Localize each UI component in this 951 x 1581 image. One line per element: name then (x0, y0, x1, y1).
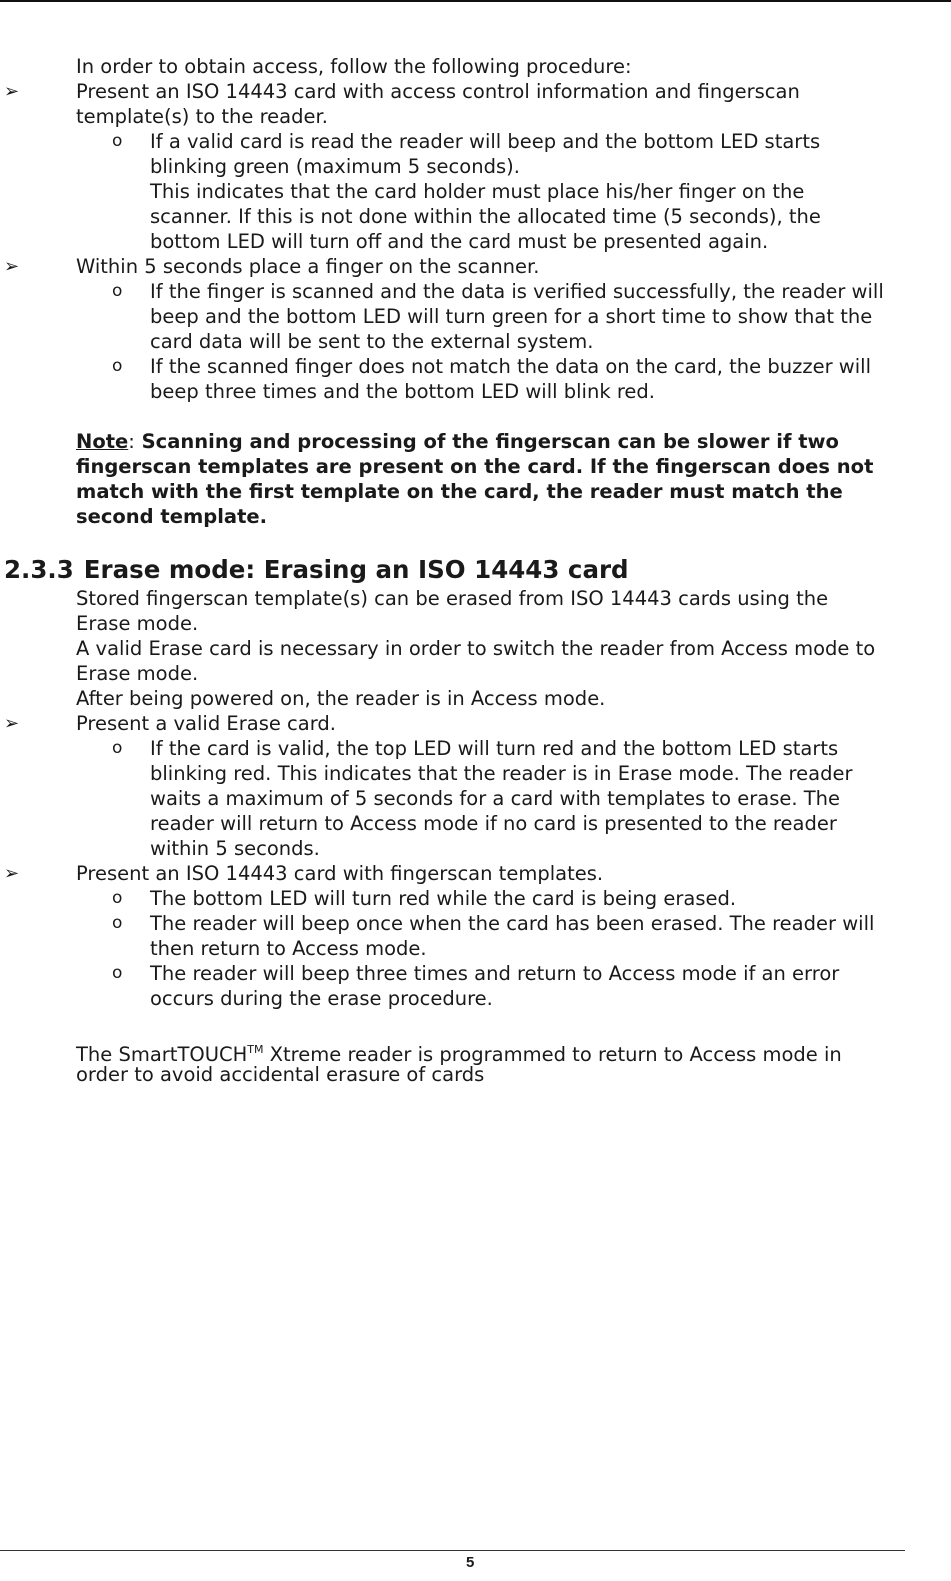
access-step-1-line-2: template(s) to the reader. (76, 105, 328, 128)
erase-intro-line: Erase mode. (76, 612, 199, 635)
erase-sub1-line: If the card is valid, the top LED will turn red and the bottom LED starts (150, 737, 839, 760)
access-sub1-line: blinking green (maximum 5 seconds). (150, 155, 520, 178)
circle-bullet-icon: o (112, 738, 123, 758)
arrow-bullet-icon: ➢ (4, 863, 20, 884)
arrow-bullet-icon: ➢ (4, 256, 20, 277)
access-step-2: Within 5 seconds place a finger on the scanner. (76, 255, 540, 278)
access-sub2a-line: If the finger is scanned and the data is verified successfully, the reader will (150, 280, 884, 303)
note-line-1 (76, 429, 839, 454)
top-rule (0, 0, 951, 2)
erase-sub2c-line: occurs during the erase procedure. (150, 987, 493, 1010)
access-sub1-line: scanner. If this is not done within the allocated time (5 seconds), the (150, 205, 821, 228)
section-title: Erase mode: Erasing an ISO 14443 card (83, 555, 629, 584)
access-sub2a-line: card data will be sent to the external system. (150, 330, 594, 353)
note-text: Scanning and processing of the fingerscan can be slower if two (141, 430, 839, 453)
access-step-1-line-1: Present an ISO 14443 card with access control information and fingerscan (76, 80, 800, 103)
circle-bullet-icon: o (112, 131, 123, 151)
access-sub2b-line: beep three times and the bottom LED will blink red. (150, 380, 655, 403)
erase-intro-line: After being powered on, the reader is in Access mode. (76, 687, 606, 710)
page-number: 5 (466, 1554, 475, 1571)
note-line: fingerscan templates are present on the card. If the fingerscan does not (76, 455, 874, 478)
circle-bullet-icon: o (112, 913, 123, 933)
note-label: Note (76, 430, 129, 453)
access-sub1-line: bottom LED will turn off and the card must be presented again. (150, 230, 769, 253)
erase-intro-line: Erase mode. (76, 662, 199, 685)
section-number: 2.3.3 (4, 555, 74, 584)
access-sub1-line: If a valid card is read the reader will beep and the bottom LED starts (150, 130, 821, 153)
intro-text: In order to obtain access, follow the following procedure: (76, 55, 632, 78)
erase-sub1-line: reader will return to Access mode if no card is presented to the reader (150, 812, 837, 835)
erase-sub1-line: blinking red. This indicates that the reader is in Erase mode. The reader (150, 762, 853, 785)
erase-intro-line: A valid Erase card is necessary in order to switch the reader from Access mode to (76, 637, 876, 660)
circle-bullet-icon: o (112, 356, 123, 376)
closing-post: Xtreme reader is programmed to return to Access mode in (263, 1043, 842, 1066)
erase-intro-line: Stored fingerscan template(s) can be erased from ISO 14443 cards using the (76, 587, 829, 610)
closing-pre: The SmartTOUCH (76, 1043, 248, 1066)
access-sub1-line: This indicates that the card holder must place his/her finger on the (150, 180, 805, 203)
circle-bullet-icon: o (112, 888, 123, 908)
arrow-bullet-icon: ➢ (4, 81, 20, 102)
note-line: match with the first template on the card, the reader must match the (76, 480, 843, 503)
erase-step-1: Present a valid Erase card. (76, 712, 336, 735)
trademark-superscript: TM (247, 1043, 264, 1056)
section-heading (4, 555, 629, 585)
closing-line-1 (76, 1037, 842, 1066)
erase-sub2c-line: The reader will beep three times and return to Access mode if an error (150, 962, 840, 985)
footer-rule (0, 1550, 905, 1551)
circle-bullet-icon: o (112, 963, 123, 983)
access-sub2b-line: If the scanned finger does not match the data on the card, the buzzer will (150, 355, 871, 378)
erase-sub1-line: within 5 seconds. (150, 837, 320, 860)
note-line: second template. (76, 505, 268, 528)
circle-bullet-icon: o (112, 281, 123, 301)
arrow-bullet-icon: ➢ (4, 713, 20, 734)
access-sub2a-line: beep and the bottom LED will turn green for a short time to show that the (150, 305, 873, 328)
erase-sub2b-line: The reader will beep once when the card has been erased. The reader will (150, 912, 875, 935)
erase-step-2: Present an ISO 14443 card with fingerscan templates. (76, 862, 604, 885)
closing-line-2: order to avoid accidental erasure of cards (76, 1063, 485, 1086)
note-colon: : (128, 430, 135, 453)
erase-sub1-line: waits a maximum of 5 seconds for a card with templates to erase. The (150, 787, 841, 810)
erase-sub2b-line: then return to Access mode. (150, 937, 427, 960)
erase-sub2a: The bottom LED will turn red while the card is being erased. (150, 887, 737, 910)
